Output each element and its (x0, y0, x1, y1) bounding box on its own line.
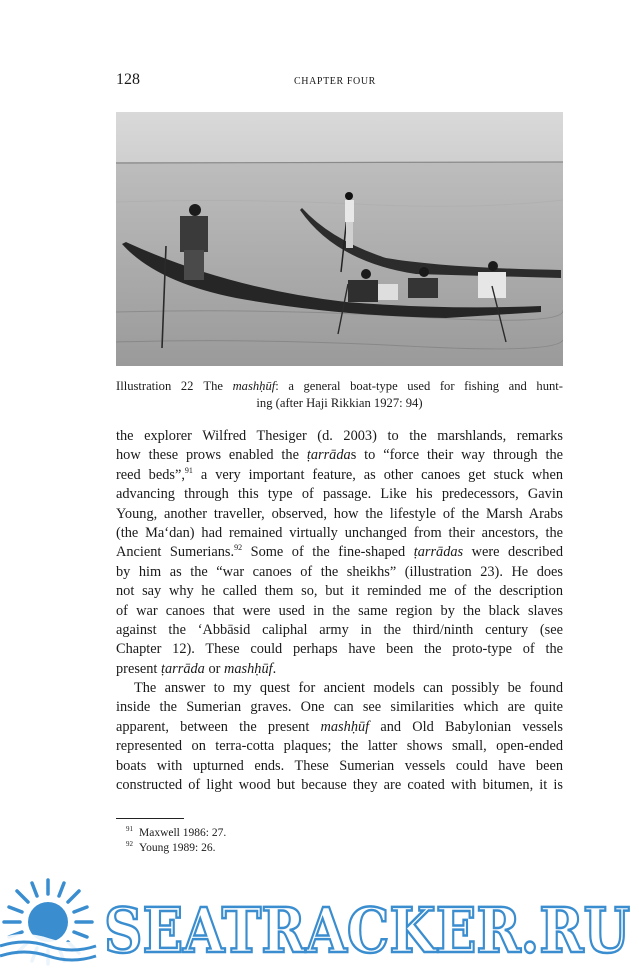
body-line: against the ‘Abbāsid caliphal army in the third/ninth century (see (116, 621, 563, 638)
body-line: apparent, between the present mashḥūf and Old Babylonian vessels (116, 718, 563, 735)
caption-line-1 (116, 378, 563, 395)
body-line: represented on terra-cotta plaques; the latter shows small, open-ended (116, 738, 563, 755)
body-line: of war canoes that were used in the same region by the black slaves (116, 602, 563, 619)
footnote-ref: 91 (184, 466, 193, 475)
footnote: $^{92}$ Young 1989: 26. (126, 840, 216, 854)
body-line: The answer to my quest for ancient models can possibly be found (134, 680, 563, 697)
sun-logo-icon (0, 880, 96, 973)
caption-text-rest: : a general boat-type used for fishing and hunt- (275, 379, 563, 393)
photo-illustration (116, 112, 563, 366)
body-line: Ancient Sumerians.$^{92}$ Some of the fine-shaped ṭarrādas were described (116, 543, 564, 561)
body-line: reed beds”,$^{91}$ a very important feature, as other canoes get stuck when (116, 466, 563, 483)
body-line: constructed of light wood but because they are coated with bitumen, it is (116, 777, 563, 794)
body-line: Young, another traveller, observed, how the lifestyle of the Marsh Arabs (116, 505, 563, 522)
figure-label: Illustration 22 (116, 379, 194, 393)
footnote-ref: 92 (234, 543, 243, 553)
watermark (0, 878, 639, 973)
footnote: $^{91}$ Maxwell 1986: 27. (126, 825, 227, 839)
body-line: how these prows enabled the ṭarrādas to “force their way through the (116, 447, 563, 464)
boat-photograph (116, 112, 563, 366)
body-line: boats with upturned ends. These Sumerian vessels could have been (116, 757, 563, 774)
body-line: advancing through this type of passage. Like his predecessors, Gavin (116, 486, 563, 503)
caption-term: mashḥūf (232, 379, 276, 393)
page-number: 128 (116, 71, 140, 88)
figure-caption (116, 378, 563, 412)
body-line: (the Ma‘dan) had remained virtually unchanged from their ancestors, the (116, 524, 563, 541)
body-line: the explorer Wilfred Thesiger (d. 2003) to the marshlands, remarks (116, 428, 563, 444)
footnotes (126, 826, 226, 856)
body-line: inside the Sumerian graves. One can see similarities which are quite (116, 699, 563, 716)
body-line: present ṭarrāda or mashḥūf. (116, 660, 277, 677)
caption-text: The (203, 379, 233, 393)
caption-line-2: ing (after Haji Rikkian 1927: 94) (256, 396, 423, 410)
body-line: by him as the “war canoes of the sheikhs” (illustration 23). He does (116, 563, 563, 580)
watermark-text: SEATRACKER.RU (104, 894, 630, 967)
body-line: Chapter 12). These could perhaps have been the proto-type of the (116, 641, 563, 658)
body-text (116, 427, 563, 795)
running-head: CHAPTER FOUR (294, 76, 376, 87)
footnote-divider (116, 818, 184, 819)
body-line: not say why he called them so, but it reminded me of the description (116, 583, 563, 600)
watermark-graphic (0, 878, 639, 973)
